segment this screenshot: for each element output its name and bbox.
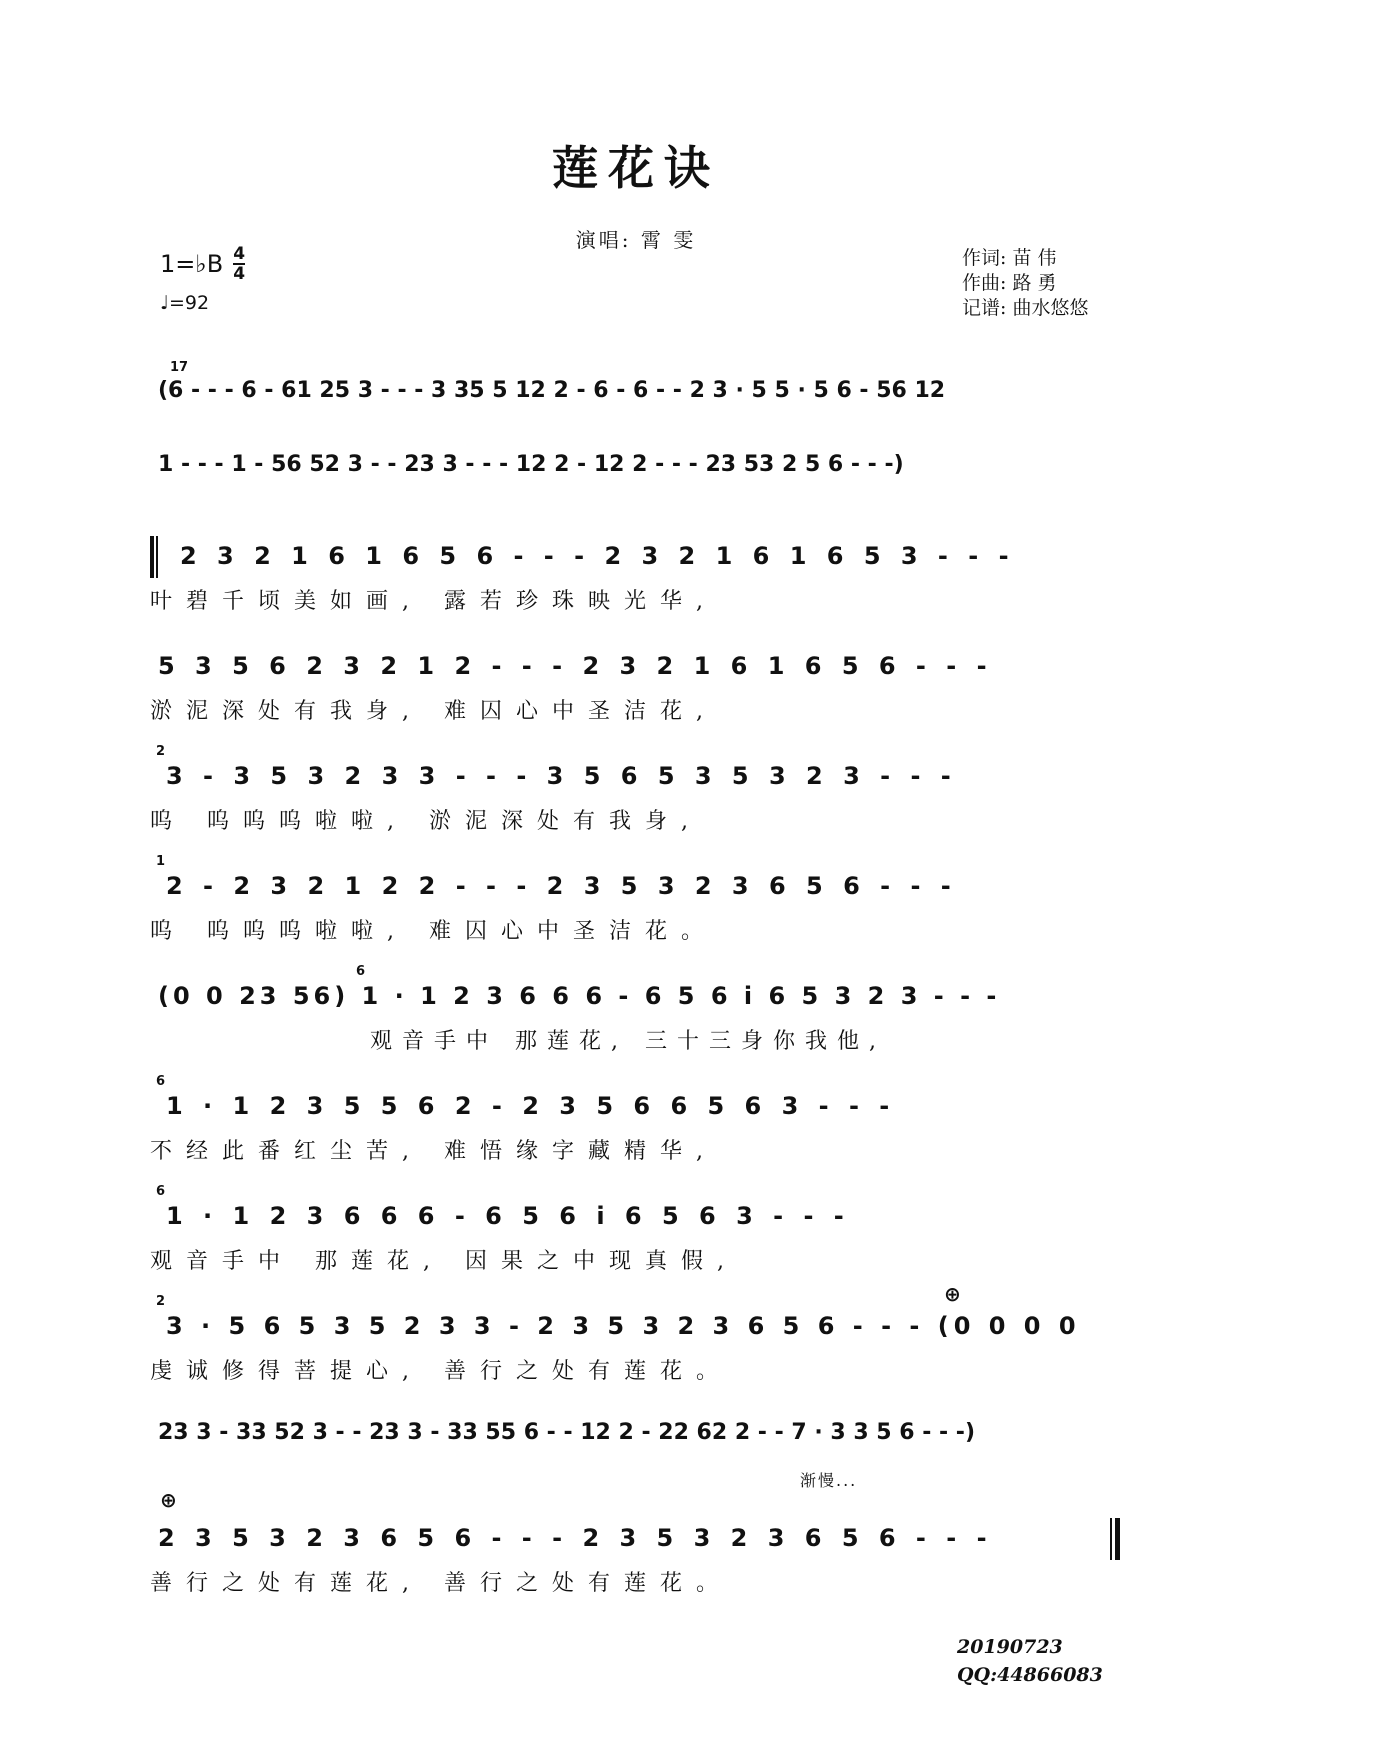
- lyric-row-5: 呜 呜呜呜啦啦, 淤泥深处有我身,: [150, 809, 702, 834]
- ritardando-marking: 渐慢...: [800, 1471, 858, 1490]
- staff-row-12: [150, 1524, 1160, 1564]
- staff-row-3: [150, 542, 1160, 582]
- time-signature: [233, 246, 245, 282]
- notes-line: 1 · 1 2 3 6 6 6 - 6 5 6 i 6 5 6 3 - - -: [166, 1202, 850, 1230]
- lyricist-credit: 作词: 苗 伟: [962, 247, 1057, 269]
- tempo-marking: ♩=92: [160, 292, 210, 314]
- grace-note: 6: [156, 1074, 166, 1089]
- notes-line: 5 3 5 6 2 3 2 1 2 - - - 2 3 2 1 6 1 6 5 6 - - -: [158, 652, 993, 680]
- singer-credit: 演唱: 霄 雯: [575, 228, 697, 252]
- staff-row-4: [150, 652, 1160, 692]
- staff-row-11: [150, 1420, 1160, 1460]
- transcriber-credit: 记谱: 曲水悠悠: [962, 297, 1089, 319]
- staff-row-9: [150, 1184, 1160, 1242]
- footer-qq: QQ:44866083: [957, 1664, 1103, 1686]
- staff-row-10: [150, 1294, 1160, 1352]
- notes-line: 1 - - - 1 - 56 52 3 - - 23 3 - - - 12 2 - 12 2 - - - 23 53 2 5 6 - - -): [158, 452, 904, 477]
- grace-note: 6: [156, 1184, 166, 1199]
- grace-note: 2: [156, 1294, 166, 1309]
- notes-line: 3 - 3 5 3 2 3 3 - - - 3 5 6 5 3 5 3 2 3 - - -: [166, 762, 957, 790]
- coda-sign-2: ⊕: [160, 1488, 177, 1512]
- composer-credit: 作曲: 路 勇: [962, 272, 1057, 294]
- grace-note: 6: [356, 964, 366, 979]
- lyric-row-10: 虔诚修得菩提心, 善行之处有莲花。: [150, 1359, 732, 1384]
- song-title: 莲花诀: [552, 141, 720, 195]
- staff-row-1: [150, 360, 1160, 418]
- notes-line: 2 3 5 3 2 3 6 5 6 - - - 2 3 5 3 2 3 6 5 6 - - -: [158, 1524, 993, 1552]
- key-signature: [160, 246, 245, 282]
- time-bottom: 4: [233, 264, 246, 284]
- lyric-row-12: 善行之处有莲花, 善行之处有莲花。: [150, 1571, 732, 1596]
- notes-line: 23 3 - 33 52 3 - - 23 3 - 33 55 6 - - 12 2 - 22 62 2 - - 7 · 3 3 5 6 - - -): [158, 1420, 975, 1445]
- notes-line: 2 3 2 1 6 1 6 5 6 - - - 2 3 2 1 6 1 6 5 3 - - -: [180, 542, 1015, 570]
- staff-row-8: [150, 1074, 1160, 1132]
- notes-line: 1 · 1 2 3 5 5 6 2 - 2 3 5 6 6 5 6 3 - - -: [166, 1092, 896, 1120]
- key-label: 1=♭B: [160, 250, 224, 278]
- credits-block: [962, 246, 1088, 321]
- coda-sign: ⊕: [944, 1282, 961, 1306]
- final-barline: [1110, 1518, 1120, 1560]
- notes-line: 3 · 5 6 5 3 5 2 3 3 - 2 3 5 3 2 3 6 5 6 - - - (0 0 0 0: [166, 1312, 1081, 1340]
- grace-note: 17: [170, 360, 189, 375]
- lyric-row-4: 淤泥深处有我身, 难囚心中圣洁花,: [150, 699, 717, 724]
- time-top: 4: [233, 244, 246, 264]
- lyric-row-6: 呜 呜呜呜啦啦, 难囚心中圣洁花。: [150, 919, 717, 944]
- staff-row-5: [150, 744, 1160, 802]
- notes-line: (6 - - - 6 - 61 25 3 - - - 3 35 5 12 2 - 6 - 6 - - 2 3 · 5 5 · 5 6 - 56 12: [158, 378, 946, 403]
- lyric-row-8: 不经此番红尘苦, 难悟缘字藏精华,: [150, 1139, 717, 1164]
- lyric-row-7: 观音手中 那莲花, 三十三身你我他,: [370, 1029, 886, 1054]
- notes-line: 2 - 2 3 2 1 2 2 - - - 2 3 5 3 2 3 6 5 6 - - -: [166, 872, 957, 900]
- repeat-start: [150, 536, 164, 578]
- notes-line: (0 0 23 56) 1 · 1 2 3 6 6 6 - 6 5 6 i 6 5 3 2 3 - - -: [158, 982, 1001, 1010]
- staff-row-2: [150, 452, 1160, 492]
- grace-note: 1: [156, 854, 166, 869]
- grace-note: 2: [156, 744, 166, 759]
- staff-row-7: [150, 964, 1160, 1022]
- lyric-row-3: 叶碧千顷美如画, 露若珍珠映光华,: [150, 589, 717, 614]
- lyric-row-9: 观音手中 那莲花, 因果之中现真假,: [150, 1249, 738, 1274]
- footer-date: 20190723: [957, 1636, 1063, 1658]
- staff-row-6: [150, 854, 1160, 912]
